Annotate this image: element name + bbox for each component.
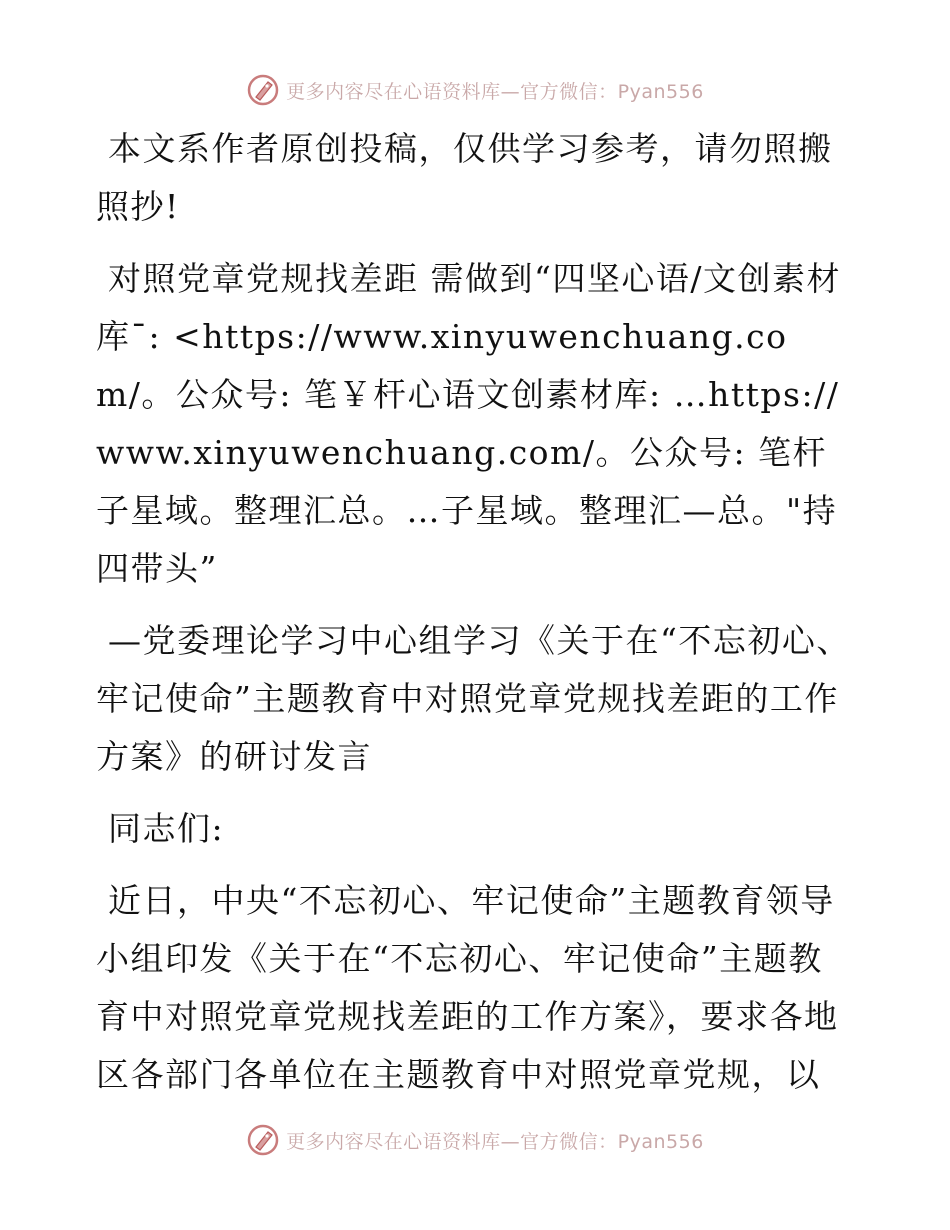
- paragraph-title: 对照党章党规找差距 需做到“四坚心语/文创素材库¯: <https://www.xinyuwenchuang.com/。公众号: 笔￥杆心语文创素材库: …https://www.xinyuwenchuang.com/。公众号: 笔杆子星域。整理汇总。…子星域。整理汇—总。"持四带头”: [96, 259, 841, 588]
- pen-nib-logo-icon: [246, 1123, 280, 1157]
- paragraph-body: 近日，中央“不忘初心、牢记使命”主题教育领导小组印发《关于在“不忘初心、牢记使命”主题教育中对照党章党规找差距的工作方案》，要求各地区各部门各单位在主题教育中对照党章党规，以: [96, 881, 839, 1094]
- paragraph-subtitle: —党委理论学习中心组学习《关于在“不忘初心、牢记使命”主题教育中对照党章党规找差距的工作方案》的研讨发言: [96, 621, 851, 776]
- header-banner: [0, 70, 950, 110]
- document-body: [96, 120, 856, 1118]
- paragraph-salutation: 同志们:: [108, 809, 225, 848]
- pen-nib-logo-icon: [246, 73, 280, 107]
- paragraph-disclaimer: 本文系作者原创投稿，仅供学习参考，请勿照搬照抄!: [96, 129, 833, 226]
- footer-banner-text: 更多内容尽在心语资料库—官方微信：Pyan556: [286, 1130, 704, 1153]
- header-banner-text: 更多内容尽在心语资料库—官方微信：Pyan556: [286, 80, 704, 103]
- footer-banner: [0, 1120, 950, 1160]
